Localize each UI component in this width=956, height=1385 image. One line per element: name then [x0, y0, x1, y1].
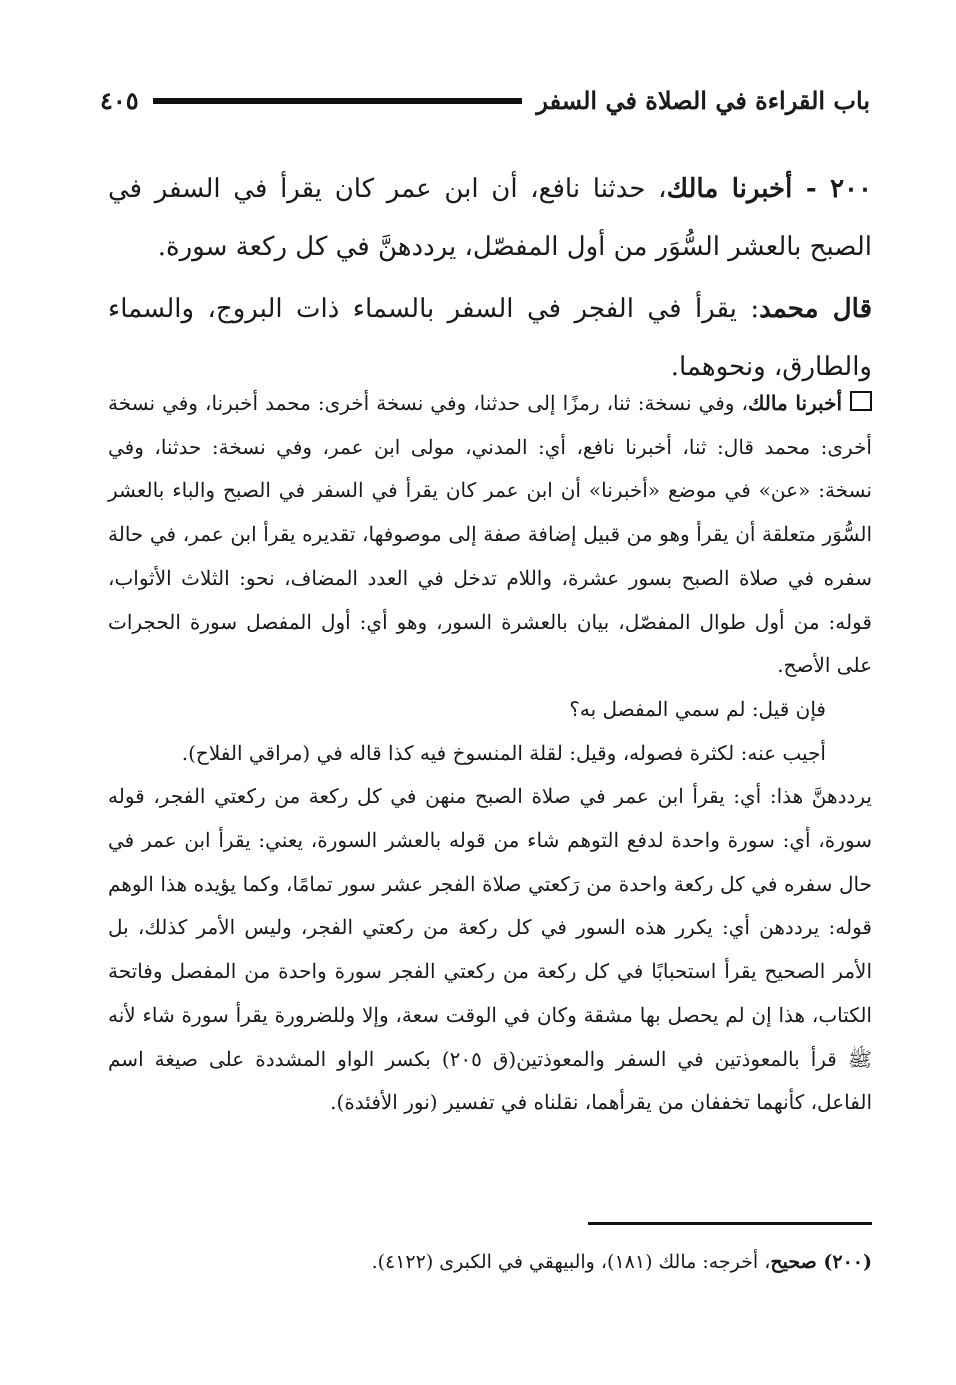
commentary-paragraph-4: يرددهنَّ هذا: أي: يقرأ ابن عمر في صلاة الصبح منهن في كل ركعة من ركعتي الفجر، قوله سورة، أي: سورة واحدة لدفع التوهم شاء من قوله بالعشر السورة، يعني: يقرأ ابن عمر في حال سفره في كل ركعة واحدة من رَكعتي صلاة الفجر عشر سور تمامًا، وكما يؤيده هذا الوهم قوله: يرددهن أي: يكرر هذه السور في كل ركعة من ركعتي الفجر، وليس الأمر كذلك، بل الأمر الصحيح يقرأ استحبابًا في كل ركعة من ركعتي الفجر سورة واحدة من المفصل وفاتحة الكتاب، هذا إن لم يحصل بها مشقة وكان في الوقت سعة، وإلا وللضرورة يقرأ سورة شاء لأنه ﷺ قرأ بالمعوذتين في السفر والمعوذتين(ق ٢٠٥) بكسر الواو المشددة على صيغة اسم الفاعل، كأنهما تخففان من يقرأهما، نقلناه في تفسير (نور الأفئدة).: [108, 784, 872, 1115]
footnote-body: ، أخرجه: مالك (١٨١)، والبيهقي في الكبرى (٤١٢٢).: [371, 1251, 771, 1273]
page-number: ٤٠٥: [100, 85, 139, 115]
commentary: [108, 382, 872, 1125]
commentary-paragraph-3: أجيب عنه: لكثرة فصوله، وقيل: لقلة المنسوخ فيه كذا قاله في (مراقي الفلاح).: [181, 740, 826, 765]
commentary-paragraph-2: فإن قيل: لم سمي المفصل به؟: [569, 696, 826, 721]
header-rule: [153, 98, 523, 104]
hadith-body: ، حدثنا نافع، أن ابن عمر كان يقرأ في السفر في الصبح بالعشر السُّوَر من أول المفصّل، يرددهنَّ في كل ركعة سورة.: [108, 174, 872, 262]
commentary-body-1: ، وفي نسخة: ثنا، رمزًا إلى حدثنا، وفي نسخة أخرى: محمد أخبرنا، وفي نسخة أخرى: محمد قال: ثنا، أخبرنا نافع، أي: المدني، مولى ابن عمر، وفي نسخة: حدثنا، وفي نسخة: «عن» في موضع «أخبرنا» أن ابن عمر كان يقرأ في السفر في الصبح والباء بالعشر السُّوَر متعلقة أن يقرأ وهو من قبيل إضافة صفة إلى موصوفها، تقديره يقرأ ابن عمر، في حالة سفره في صلاة الصبح بسور عشرة، واللام تدخل في العدد المضاف، نحو: الثلاث الأثواب، قوله: من أول طوال المفصّل، بيان بالعشرة السور، وهو أي: أول المفصل سورة الحجرات على الأصح.: [108, 391, 872, 678]
qala-muhammad-lead: قال محمد: [759, 294, 872, 324]
commentary-paragraph-1: [108, 382, 872, 688]
commentary-lead: أخبرنا مالك: [747, 391, 842, 415]
running-header: [100, 78, 870, 122]
chapter-title: باب القراءة في الصلاة في السفر: [536, 85, 870, 115]
footnote-rule: [588, 1222, 872, 1225]
hadith-number-lead: ٢٠٠ - أخبرنا مالك: [666, 174, 872, 204]
qala-muhammad-body: : يقرأ في الفجر في السفر بالسماء ذات البروج، والسماء والطارق، ونحوهما.: [108, 294, 872, 382]
hadith-paragraph: [108, 160, 872, 276]
footnote: [108, 1244, 872, 1280]
hadith-text: [108, 160, 872, 396]
qala-muhammad-paragraph: [108, 280, 872, 396]
square-marker-icon: [850, 391, 872, 411]
footnote-lead: (٢٠٠) صحيح: [770, 1251, 872, 1273]
